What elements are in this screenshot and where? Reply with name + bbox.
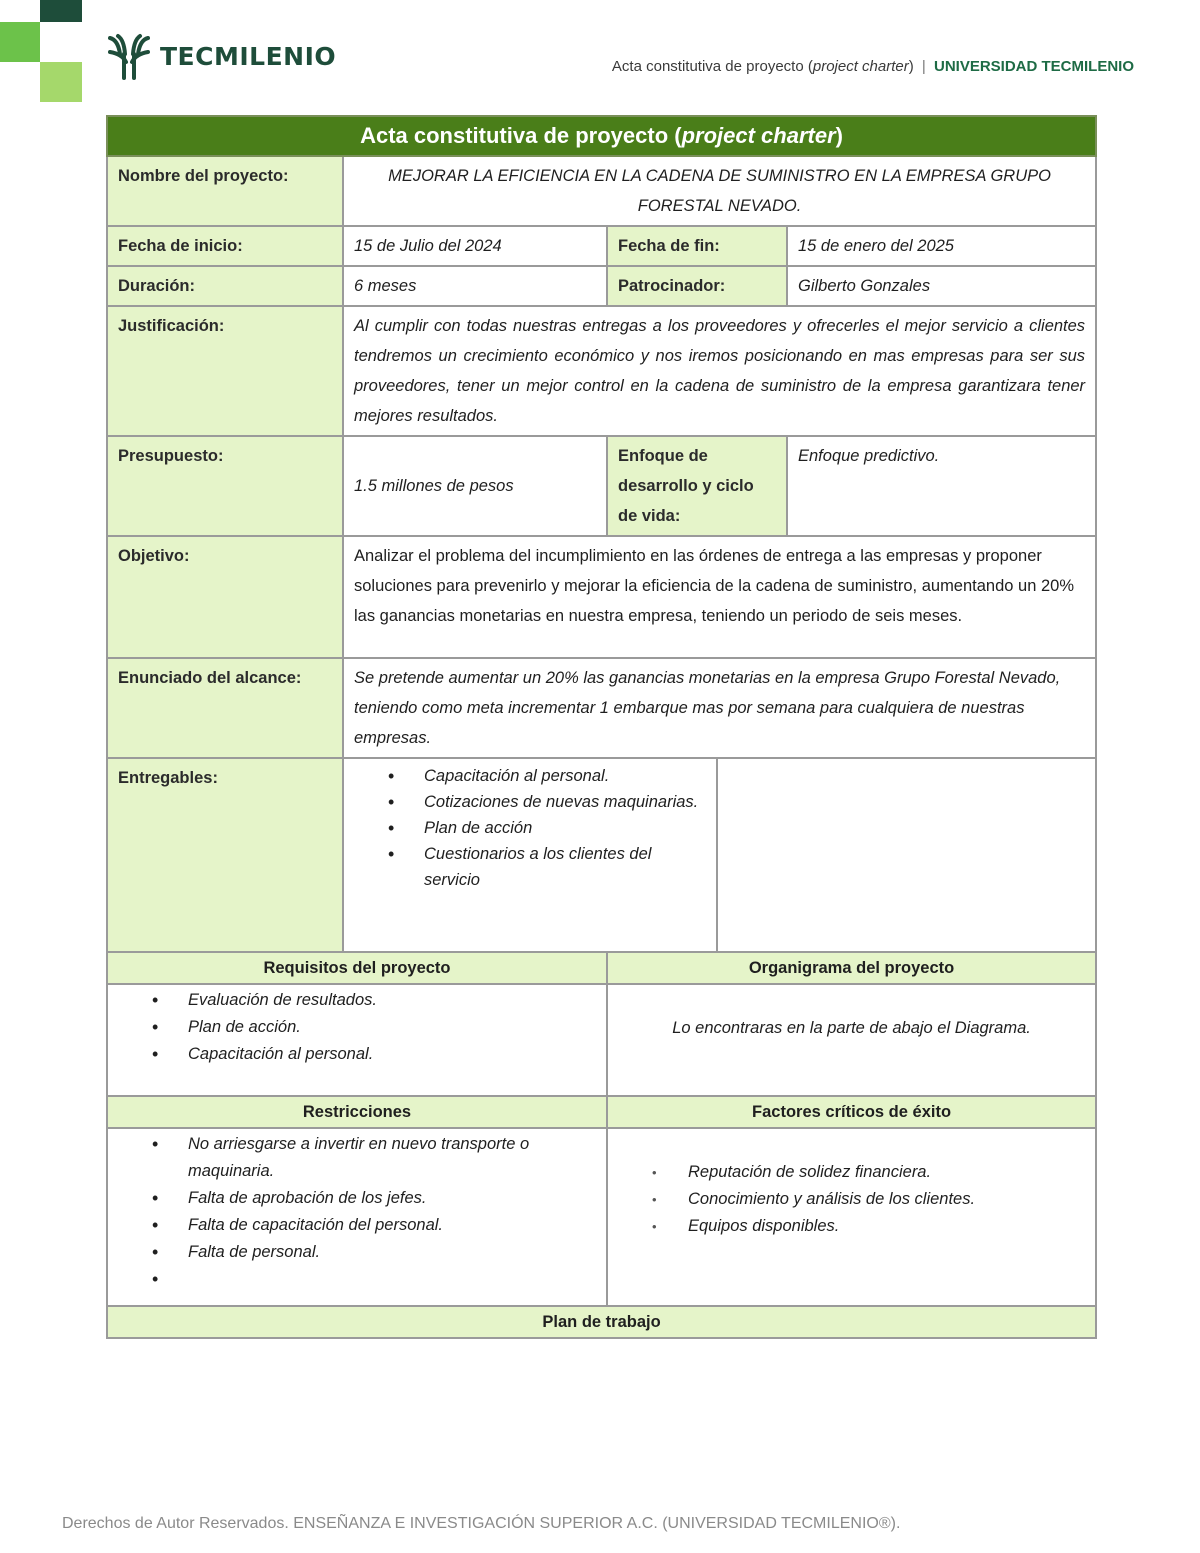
entregables-cell — [343, 758, 717, 952]
plan-trabajo-header: Plan de trabajo — [107, 1306, 1096, 1338]
factores-header: Factores críticos de éxito — [607, 1096, 1096, 1128]
list-item: • Plan de acción. — [188, 1014, 596, 1041]
requisitos-list — [118, 987, 596, 1068]
list-item: • Falta de aprobación de los jefes. — [188, 1185, 586, 1212]
footer-org-text: ENSEÑANZA E INVESTIGACIÓN SUPERIOR A.C. (UNIVERSIDAD TECMILENIO®). — [293, 1515, 901, 1532]
restricciones-cell — [107, 1128, 607, 1306]
list-item: • Capacitación al personal. — [188, 1041, 596, 1068]
project-charter-table — [106, 115, 1097, 1339]
entregables-list — [354, 763, 716, 893]
enfoque-value: Enfoque predictivo. — [787, 436, 1096, 536]
objetivo-label: Objetivo: — [107, 536, 343, 658]
patrocinador-value: Gilberto Gonzales — [787, 266, 1096, 306]
presupuesto-value: 1.5 millones de pesos — [343, 436, 607, 536]
list-item: • Conocimiento y análisis de los clientes. — [688, 1186, 1085, 1213]
list-item: • Evaluación de resultados. — [188, 987, 596, 1014]
objetivo-value: Analizar el problema del incumplimiento en las órdenes de entrega a las empresas y proponer soluciones para prevenirlo y mejorar la eficiencia de la cadena de suministro, aumentando un 20% las ganancias monetarias en nuestra empresa, teniendo un periodo de seis meses. — [343, 536, 1096, 658]
list-item: • Plan de acción — [424, 815, 700, 841]
list-item: • Equipos disponibles. — [688, 1213, 1085, 1240]
document-header — [612, 58, 1134, 75]
duracion-label: Duración: — [107, 266, 343, 306]
duracion-value: 6 meses — [343, 266, 607, 306]
restricciones-list — [118, 1131, 596, 1293]
alcance-value: Se pretende aumentar un 20% las ganancias monetarias en la empresa Grupo Forestal Nevado, teniendo como meta incrementar 1 embarque mas por semana para cualquiera de nuestras empresas. — [343, 658, 1096, 758]
nombre-label: Nombre del proyecto: — [107, 156, 343, 226]
logo-text: TECMILENIO — [160, 41, 337, 71]
list-item: • Falta de personal. — [188, 1239, 586, 1266]
fecha-inicio-label: Fecha de inicio: — [107, 226, 343, 266]
justificacion-value: Al cumplir con todas nuestras entregas a los proveedores y ofrecerles el mejor servicio a clientes tendremos un crecimiento económico y nos iremos posicionando en mas empresas para ser sus proveedores, tener un mejor control en la cadena de suministro de la empresa garantizara tener mejores resultados. — [343, 306, 1096, 436]
decor-square-light — [40, 62, 82, 102]
copyright-footer — [62, 1515, 900, 1533]
list-item: • Capacitación al personal. — [424, 763, 700, 789]
charter-title: Acta constitutiva de proyecto (project charter) — [107, 116, 1096, 156]
list-item: • Falta de capacitación del personal. — [188, 1212, 586, 1239]
list-item: • No arriesgarse a invertir en nuevo transporte o maquinaria. — [188, 1131, 586, 1185]
alcance-label: Enunciado del alcance: — [107, 658, 343, 758]
factores-cell — [607, 1128, 1096, 1306]
requisitos-header: Requisitos del proyecto — [107, 952, 607, 984]
justificacion-label: Justificación: — [107, 306, 343, 436]
decor-square-dark — [40, 0, 82, 22]
list-item: • Reputación de solidez financiera. — [688, 1159, 1085, 1186]
restricciones-header: Restricciones — [107, 1096, 607, 1128]
nombre-value: MEJORAR LA EFICIENCIA EN LA CADENA DE SUMINISTRO EN LA EMPRESA GRUPO FORESTAL NEVADO. — [343, 156, 1096, 226]
header-separator: | — [921, 58, 926, 75]
footer-light-text: Derechos de Autor Reservados. — [62, 1515, 294, 1532]
decor-square-green — [0, 22, 40, 62]
entregables-label: Entregables: — [107, 758, 343, 952]
factores-list — [618, 1159, 1085, 1240]
requisitos-cell — [107, 984, 607, 1096]
tecmilenio-logo — [106, 32, 336, 80]
header-university: UNIVERSIDAD TECMILENIO — [933, 58, 1134, 75]
fecha-fin-value: 15 de enero del 2025 — [787, 226, 1096, 266]
list-item: • Cotizaciones de nuevas maquinarias. — [424, 789, 700, 815]
organigrama-value: Lo encontraras en la parte de abajo el Diagrama. — [607, 984, 1096, 1096]
enfoque-label: Enfoque de desarrollo y ciclo de vida: — [607, 436, 787, 536]
presupuesto-label: Presupuesto: — [107, 436, 343, 536]
list-item — [188, 1266, 586, 1293]
entregables-empty-cell — [717, 758, 1096, 952]
header-doc-title: Acta constitutiva de proyecto (project charter) — [611, 58, 914, 75]
patrocinador-label: Patrocinador: — [607, 266, 787, 306]
fecha-fin-label: Fecha de fin: — [607, 226, 787, 266]
fecha-inicio-value: 15 de Julio del 2024 — [343, 226, 607, 266]
organigrama-header: Organigrama del proyecto — [607, 952, 1096, 984]
tecmilenio-logo-icon — [106, 32, 152, 80]
list-item: • Cuestionarios a los clientes del servicio — [424, 841, 700, 893]
